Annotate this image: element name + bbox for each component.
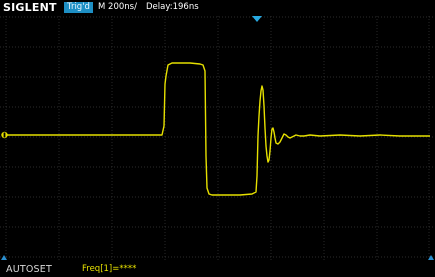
frequency-measurement: Freq[1]=**** [82,264,137,274]
trigger-status-badge: Trig'd [64,2,93,13]
status-bar [0,0,435,16]
brand-logo: SIGLENT [3,1,57,14]
bottom-status-bar [0,261,435,277]
channel1-level-marker[interactable] [1,132,7,138]
autoset-button[interactable]: AUTOSET [6,264,52,275]
display-background [0,16,435,261]
waveform-display[interactable] [0,16,435,261]
timebase-readout[interactable]: M 200ns/ [98,2,137,12]
delay-readout[interactable]: Delay:196ns [146,2,199,12]
